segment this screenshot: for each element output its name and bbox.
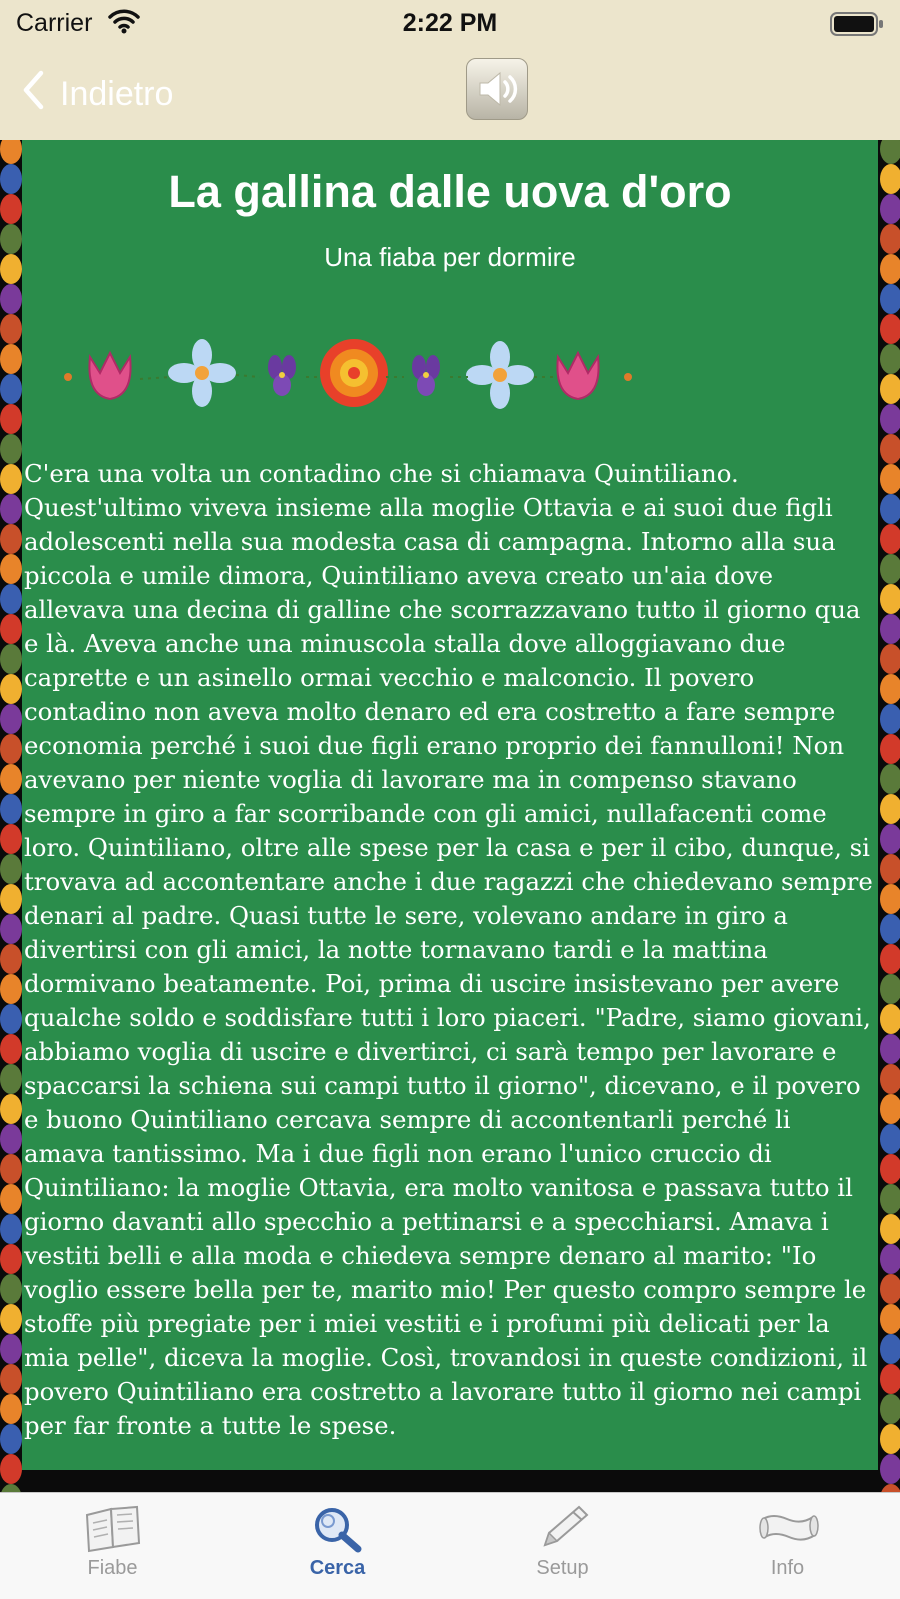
bead xyxy=(0,764,22,794)
clock: 2:22 PM xyxy=(402,9,498,37)
bead xyxy=(880,164,900,194)
tab-label-cerca: Cerca xyxy=(309,1557,366,1579)
bead xyxy=(0,794,22,824)
tab-info[interactable] xyxy=(675,1493,900,1599)
bead xyxy=(0,140,22,164)
bead-border-right xyxy=(876,140,900,1492)
bead xyxy=(880,974,900,1004)
bead xyxy=(880,194,900,224)
bead xyxy=(880,944,900,974)
blue-flower-icon xyxy=(466,341,534,409)
bead xyxy=(880,1064,900,1094)
book-icon xyxy=(81,1503,145,1553)
bead xyxy=(0,1424,22,1454)
tab-label-fiabe: Fiabe xyxy=(87,1557,138,1579)
flower-divider xyxy=(60,335,640,420)
tab-label-setup: Setup xyxy=(536,1557,589,1579)
violet-icon xyxy=(412,355,440,396)
bead xyxy=(880,614,900,644)
bead xyxy=(880,404,900,434)
bead xyxy=(880,584,900,614)
bead xyxy=(0,1004,22,1034)
status-bar xyxy=(0,0,900,48)
bead xyxy=(880,554,900,584)
bead xyxy=(0,344,22,374)
bead xyxy=(880,1304,900,1334)
bead xyxy=(880,644,900,674)
bead xyxy=(880,1154,900,1184)
bead xyxy=(0,194,22,224)
sun-flower-icon xyxy=(320,339,388,407)
bead xyxy=(0,314,22,344)
bead xyxy=(0,884,22,914)
bead xyxy=(0,164,22,194)
bead xyxy=(0,614,22,644)
bead xyxy=(880,1184,900,1214)
bead-border-left xyxy=(0,140,24,1492)
story-background xyxy=(0,140,900,1492)
bead xyxy=(0,1154,22,1184)
bead xyxy=(880,314,900,344)
bead xyxy=(0,944,22,974)
bead xyxy=(0,1304,22,1334)
tab-setup[interactable] xyxy=(450,1493,675,1599)
bead xyxy=(880,1394,900,1424)
bead xyxy=(0,854,22,884)
tab-fiabe[interactable] xyxy=(0,1493,225,1599)
bead xyxy=(880,824,900,854)
bead xyxy=(0,1484,22,1492)
bead xyxy=(0,284,22,314)
bead xyxy=(880,1364,900,1394)
bead xyxy=(880,854,900,884)
bead xyxy=(880,704,900,734)
speaker-icon xyxy=(474,69,520,109)
bead xyxy=(0,1214,22,1244)
bead xyxy=(880,914,900,944)
bead xyxy=(880,884,900,914)
tulip-icon xyxy=(557,353,598,399)
bead xyxy=(880,254,900,284)
bead xyxy=(0,824,22,854)
bead xyxy=(0,434,22,464)
back-label: Indietro xyxy=(60,74,174,113)
bead xyxy=(0,1394,22,1424)
bead xyxy=(880,1004,900,1034)
bead xyxy=(0,1064,22,1094)
carrier-label: Carrier xyxy=(16,9,93,37)
bead xyxy=(0,404,22,434)
bead xyxy=(0,1244,22,1274)
battery-icon xyxy=(830,12,884,41)
bead xyxy=(0,374,22,404)
bead xyxy=(880,284,900,314)
story-title: La gallina dalle uova d'oro xyxy=(168,166,732,217)
magnifier-icon xyxy=(306,1503,370,1553)
bead xyxy=(0,1274,22,1304)
bead xyxy=(0,704,22,734)
bead xyxy=(880,1424,900,1454)
bead xyxy=(0,464,22,494)
bead xyxy=(880,1034,900,1064)
bead xyxy=(880,140,900,164)
tab-cerca[interactable] xyxy=(225,1493,450,1599)
navigation-bar xyxy=(0,48,900,141)
story-page[interactable] xyxy=(22,140,878,1470)
bead xyxy=(880,524,900,554)
bead xyxy=(0,1184,22,1214)
bead xyxy=(880,494,900,524)
pencil-icon xyxy=(531,1503,595,1553)
bead xyxy=(880,674,900,704)
chevron-left-icon xyxy=(22,70,44,119)
bead xyxy=(880,1094,900,1124)
tulip-icon xyxy=(89,353,130,399)
violet-icon xyxy=(268,355,296,396)
tab-label-info: Info xyxy=(770,1557,805,1579)
bead xyxy=(0,224,22,254)
scroll-icon xyxy=(753,1503,823,1553)
bead xyxy=(880,794,900,824)
bead xyxy=(0,1124,22,1154)
bead xyxy=(0,914,22,944)
bead xyxy=(880,1274,900,1304)
blue-flower-icon xyxy=(168,339,236,407)
bead xyxy=(880,434,900,464)
bead xyxy=(0,1364,22,1394)
bead xyxy=(880,344,900,374)
bead xyxy=(880,224,900,254)
bead xyxy=(880,1214,900,1244)
story-subtitle: Una fiaba per dormire xyxy=(324,242,576,272)
bead xyxy=(0,254,22,284)
back-button[interactable] xyxy=(22,66,173,122)
bead xyxy=(0,1034,22,1064)
bead xyxy=(880,1124,900,1154)
story-text: C'era una volta un contadino che si chiamava Quintiliano. Quest'ultimo viveva insieme alla moglie Ottavia e ai suoi due figli adolescenti nella sua modesta casa di campagna. Intorno alla sua piccola e umile dimora, Quintiliano aveva creato un'aia dove allevava una decina di galline che scorrazzavano tutto il giorno qua e là. Aveva anche una minuscola stalla dove alloggiavano due caprette e un asinello ormai vecchio e malconcio. Il povero contadino non aveva molto denaro ed era costretto a fare sempre economia perché i suoi due figli erano proprio dei fannulloni! Non avevano per niente voglia di lavorare ma in compenso stavano sempre in giro a far scorribande con gli amici, nullafacenti come loro. Quintiliano, oltre alle spese per la casa e per il cibo, dunque, si trovava ad accontentare anche i due ragazzi che chiedevano sempre denari al padre. Quasi tutte le sere, volevano andare in giro a divertirsi con gli amici, la notte tornavano tardi e la mattina dormivano beatamente. Poi, prima di uscire insistevano per avere qualche soldo e soddisfare tutti i loro piaceri. "Padre, siamo giovani, abbiamo voglia di uscire e divertirci, ci sarà tempo per lavorare e spaccarsi la schiena sui campi tutto il giorno", dicevano, e il povero e buono Quintiliano cercava sempre di accontentarli perché li amava tantissimo. Ma i due figli non erano l'unico cruccio di Quintiliano: la moglie Ottavia, era molto vanitosa e passava tutto il giorno davanti allo specchio a pettinarsi e a specchiarsi. Amava i vestiti belli e alla moda e chiedeva sempre denaro al marito: "Io voglio essere bella per te, marito mio! Per questo compro sempre le stoffe più pregiate per i miei vestiti e i profumi più delicati per la mia pelle", diceva la moglie. Così, trovandosi in queste condizioni, il povero Quintiliano era costretto a lavorare tutto il giorno nei campi per far fronte a tutte le spese. xyxy=(24,459,873,1440)
tab-bar xyxy=(0,1492,900,1599)
bead xyxy=(0,554,22,584)
bead xyxy=(880,1244,900,1274)
bead xyxy=(0,494,22,524)
bead xyxy=(0,1094,22,1124)
bead xyxy=(0,644,22,674)
speaker-button[interactable] xyxy=(466,58,528,120)
bead xyxy=(880,464,900,494)
bead xyxy=(0,974,22,1004)
bead xyxy=(0,1334,22,1364)
bead xyxy=(0,734,22,764)
bead xyxy=(0,1454,22,1484)
bead xyxy=(0,674,22,704)
bead xyxy=(880,1484,900,1492)
bead xyxy=(0,524,22,554)
bead xyxy=(880,734,900,764)
bead xyxy=(880,1334,900,1364)
bead xyxy=(0,584,22,614)
bead xyxy=(880,374,900,404)
bead xyxy=(880,764,900,794)
bead xyxy=(880,1454,900,1484)
